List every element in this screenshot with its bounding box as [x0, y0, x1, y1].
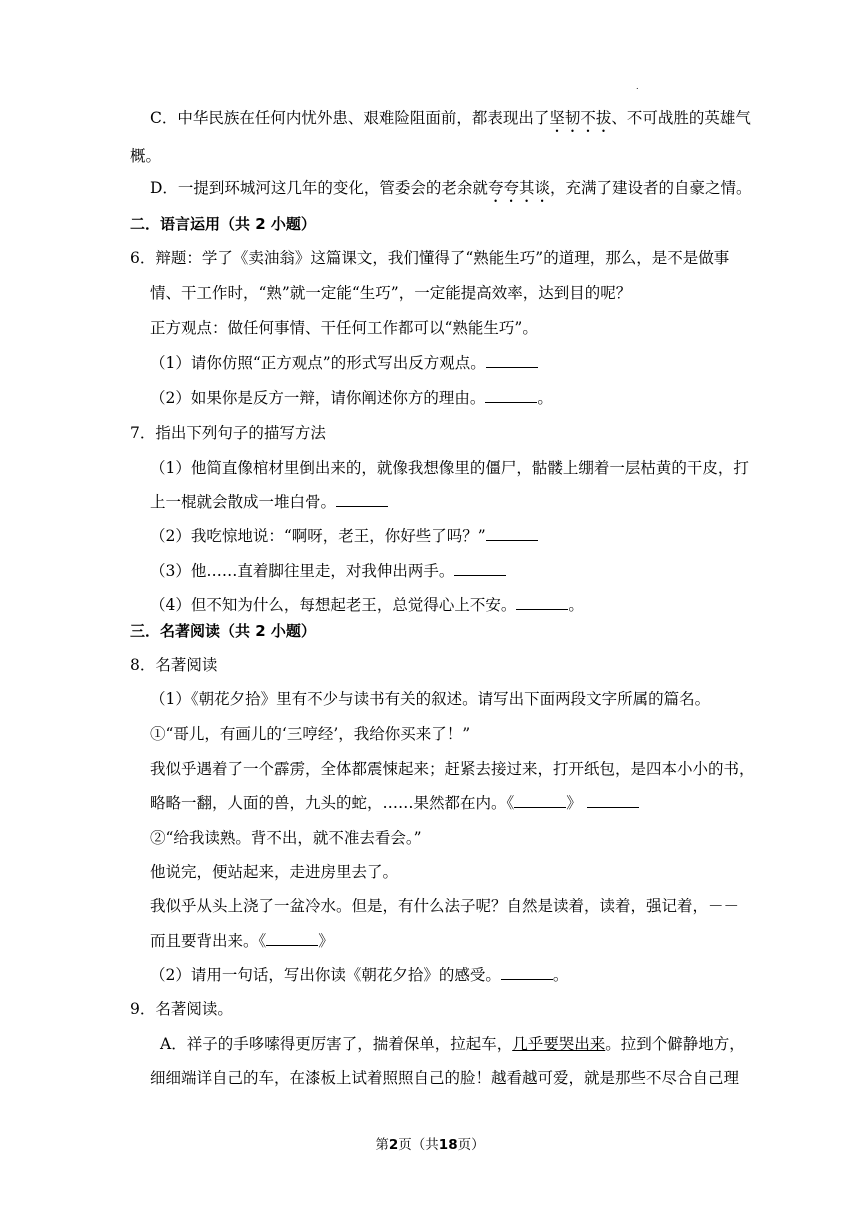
answer-blank[interactable]	[486, 526, 538, 541]
q7-sub1-line2	[150, 492, 388, 512]
answer-blank[interactable]	[501, 965, 553, 980]
question-text: （1）请你仿照“正方观点”的形式写出反方观点。	[150, 354, 486, 372]
q6-sub1	[150, 353, 538, 373]
question-text: （2）我吃惊地说：“啊呀，老王，你好些了吗？”	[150, 527, 486, 545]
period: 。	[537, 389, 553, 407]
answer-blank[interactable]	[486, 353, 538, 368]
q8-passage1-line3	[150, 793, 639, 813]
section-heading-classics-reading: 三．名著阅读（共 2 小题）	[130, 622, 316, 640]
answer-blank[interactable]	[336, 492, 388, 507]
q8-sub1: （1）《朝花夕拾》里有不少与读书有关的叙述。请写出下面两段文字所属的篇名。	[150, 690, 711, 708]
emphasized-phrase: 坚韧不拔	[549, 109, 612, 127]
period: 。	[568, 596, 584, 614]
q8-passage2-line1: ②“给我读熟。背不出，就不准去看会。”	[150, 829, 422, 847]
answer-blank[interactable]	[516, 595, 568, 610]
q7-sub1-line1: （1）他简直像棺材里倒出来的，就像我想像里的僵尸，骷髅上绷着一层枯黄的干皮，打	[150, 459, 749, 477]
text-segment: 。拉到个僻静地方，	[605, 1035, 745, 1053]
q6-line1: 6．辩题：学了《卖油翁》这篇课文，我们懂得了“熟能生巧”的道理，那么，是不是做事	[130, 249, 730, 267]
q5-option-c-line2: 概。	[130, 147, 162, 165]
underlined-phrase: 几乎要哭出来	[512, 1035, 606, 1053]
section-heading-language-use: 二．语言运用（共 2 小题）	[130, 215, 316, 233]
question-text: 略略一翻，人面的兽，九头的蛇，……果然都在内。《	[150, 794, 515, 812]
answer-blank[interactable]	[454, 561, 506, 576]
period: 。	[552, 966, 569, 984]
q8-passage2-line2: 他说完，便站起来，走进房里去了。	[150, 863, 399, 881]
q8-passage1-line1: ①“哥儿，有画儿的‘三哼经’，我给你买来了！”	[150, 725, 471, 743]
q6-line2: 情、干工作时，“熟”就一定能“生巧”，一定能提高效率，达到目的呢？	[150, 284, 632, 302]
question-text: （2）如果你是反方一辩，请你阐述你方的理由。	[150, 389, 486, 407]
q6-sub2	[150, 388, 553, 408]
question-text: 而且要背出来。《	[150, 932, 267, 950]
q7-sub3	[150, 561, 506, 581]
q5-option-d	[150, 178, 751, 206]
question-text: （4）但不知为什么，每想起老王，总觉得心上不安。	[150, 596, 517, 614]
text-segment: C．中华民族在任何内忧外患、艰难险阻面前，都表现出了	[150, 109, 550, 127]
answer-blank[interactable]	[587, 793, 639, 808]
question-text: （3）他……直着脚往里走，对我伸出两手。	[150, 562, 455, 580]
q9-title: 9．名著阅读。	[130, 1000, 233, 1018]
answer-blank[interactable]	[485, 388, 537, 403]
text-segment: D．一提到环城河这几年的变化，管委会的老余就	[150, 179, 488, 197]
footer-text: 第	[375, 1137, 389, 1153]
q9-passage-a-line2: 细细端详自己的车，在漆板上试着照照自己的脸！越看越可爱，就是那些不尽合自己理	[150, 1069, 740, 1087]
text-segment: ，充满了建设者的自豪之情。	[549, 179, 752, 197]
q8-sub2	[150, 965, 568, 985]
total-pages: 18	[438, 1137, 458, 1153]
header-dot: .	[636, 82, 639, 91]
book-mark: 》	[318, 932, 334, 950]
q7-sub2	[150, 526, 538, 546]
q7-title: 7．指出下列句子的描写方法	[130, 424, 326, 442]
answer-blank[interactable]	[514, 793, 566, 808]
footer-text: 页）	[457, 1137, 485, 1153]
text-segment: 、不可战胜的英雄气	[611, 109, 751, 127]
book-mark: 》	[566, 794, 582, 812]
question-text: （2）请用一句话，写出你读《朝花夕拾》的感受。	[150, 966, 501, 984]
emphasized-phrase: 夸夸其谈	[487, 179, 550, 197]
q9-passage-a-line1	[160, 1034, 745, 1054]
q8-passage1-line2: 我似乎遇着了一个霹雳，全体都震悚起来；赶紧去接过来，打开纸包，是四本小小的书，	[150, 760, 755, 778]
q8-passage2-line3: 我似乎从头上浇了一盆冷水。但是，有什么法子呢？自然是读着，读着，强记着，－－	[150, 897, 740, 915]
footer-text: 页（共	[398, 1137, 439, 1153]
text-segment: A．祥子的手哆嗦得更厉害了，揣着保单，拉起车，	[160, 1035, 513, 1053]
q6-affirmative-view: 正方观点：做任何事情、干任何工作都可以“熟能生巧”。	[150, 319, 538, 337]
page-number: 2	[388, 1137, 399, 1153]
q7-sub4	[150, 595, 584, 615]
question-text: 上一棍就会散成一堆白骨。	[150, 493, 337, 511]
answer-blank[interactable]	[266, 931, 318, 946]
q5-option-c-line1	[150, 108, 751, 136]
q8-passage2-line4	[150, 931, 334, 951]
page-footer	[0, 1133, 860, 1153]
q8-title: 8．名著阅读	[130, 656, 218, 674]
